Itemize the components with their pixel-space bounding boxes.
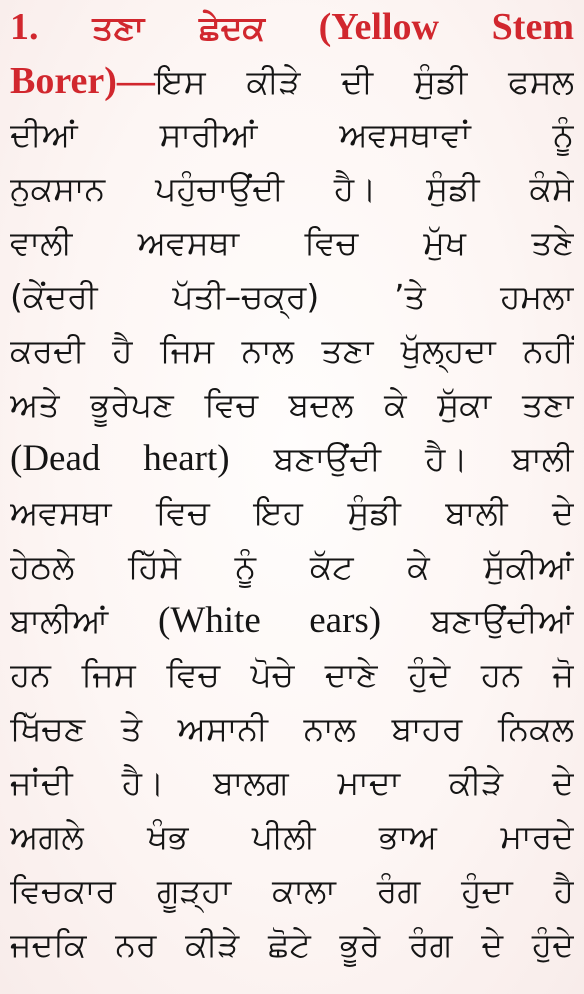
paragraph-line-16: ਵਿਚਕਾਰ ਗੂੜ੍ਹਾ ਕਾਲਾ ਰੰਗ ਹੁੰਦਾ ਹੈ: [10, 871, 574, 910]
heading-title-english: (Yellow Stem: [318, 6, 574, 48]
heading-number: 1.: [10, 6, 39, 48]
paragraph-line-9: ਅਵਸਥਾ ਵਿਚ ਇਹ ਸੁੰਡੀ ਬਾਲੀ ਦੇ: [10, 493, 574, 532]
paragraph-line-1: ਇਸ ਕੀੜੇ ਦੀ ਸੁੰਡੀ ਫਸਲ: [154, 62, 574, 101]
heading-line-1: [10, 2, 574, 52]
paragraph-line-11-text-a: ਬਾਲੀਆਂ: [10, 601, 109, 640]
paragraph-line-12: ਹਨ ਜਿਸ ਵਿਚ ਪੋਚੇ ਦਾਣੇ ਹੁੰਦੇ ਹਨ ਜੋ: [10, 655, 574, 694]
paragraph-line-13: ਖਿੱਚਣ ਤੇ ਅਸਾਨੀ ਨਾਲ ਬਾਹਰ ਨਿਕਲ: [10, 709, 574, 748]
paragraph-line-11-text-b: ਬਣਾਉਂਦੀਆਂ: [430, 601, 574, 640]
paragraph-line-7: ਅਤੇ ਭੂਰੇਪਣ ਵਿਚ ਬਦਲ ਕੇ ਸੁੱਕਾ ਤਣਾ: [10, 385, 574, 424]
paragraph-line-15: ਅਗਲੇ ਖੰਭ ਪੀਲੀ ਭਾਅ ਮਾਰਦੇ: [10, 817, 574, 856]
heading-title-english-cont: Borer)—: [10, 60, 155, 102]
heading-line-2: [10, 56, 574, 106]
paragraph-line-10: ਹੇਠਲੇ ਹਿੱਸੇ ਨੂੰ ਕੱਟ ਕੇ ਸੁੱਕੀਆਂ: [10, 547, 574, 586]
paragraph-line-6: ਕਰਦੀ ਹੈ ਜਿਸ ਨਾਲ ਤਣਾ ਖੁੱਲ੍ਹਦਾ ਨਹੀਂ: [10, 331, 574, 370]
paragraph-line-2: ਦੀਆਂ ਸਾਰੀਆਂ ਅਵਸਥਾਵਾਂ ਨੂੰ: [10, 115, 574, 154]
paragraph-line-8-text: ਬਣਾਉਂਦੀ ਹੈ। ਬਾਲੀ: [273, 439, 574, 478]
paragraph-line-4: ਵਾਲੀ ਅਵਸਥਾ ਵਿਚ ਮੁੱਖ ਤਣੇ: [10, 223, 574, 262]
heading-title-punjabi: ਤਣਾ ਛੇਦਕ: [92, 8, 265, 47]
paragraph-line-5: (ਕੇਂਦਰੀ ਪੱਤੀ–ਚਕ੍ਰ) ’ਤੇ ਹਮਲਾ: [10, 277, 574, 316]
paragraph-line-14: ਜਾਂਦੀ ਹੈ। ਬਾਲਗ ਮਾਦਾ ਕੀੜੇ ਦੇ: [10, 763, 574, 802]
paragraph-line-11: [10, 596, 574, 646]
paragraph-line-8: [10, 434, 574, 484]
term-white-ears: (White ears): [158, 600, 382, 641]
term-dead-heart: (Dead heart): [10, 438, 230, 479]
paragraph-line-17: ਜਦਕਿ ਨਰ ਕੀੜੇ ਛੋਟੇ ਭੂਰੇ ਰੰਗ ਦੇ ਹੁੰਦੇ: [10, 925, 574, 964]
paragraph-line-3: ਨੁਕਸਾਨ ਪਹੁੰਚਾਉਂਦੀ ਹੈ। ਸੁੰਡੀ ਕੰਸੇ: [10, 169, 574, 208]
